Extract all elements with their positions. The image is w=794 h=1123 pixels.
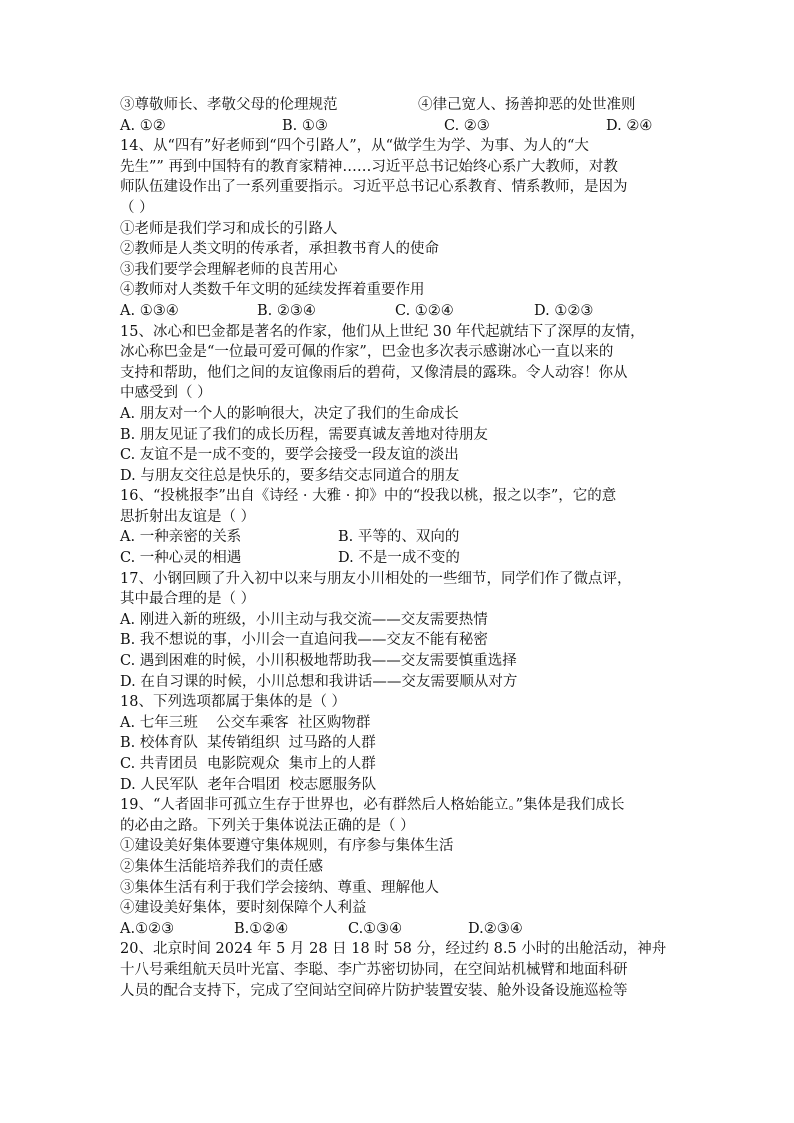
q16-stem-line: 16、“投桃报李”出自《诗经 · 大雅 · 抑》中的“投我以桃，报之以李”，它的意 bbox=[120, 488, 617, 505]
q15-stem-line: 15、冰心和巴金都是著名的作家，他们从上世纪 30 年代起就结下了深厚的友情， bbox=[120, 323, 645, 340]
q14-item: ②教师是人类文明的传承者，承担教书育人的使命 bbox=[120, 241, 439, 258]
q13-option-b: B. ①③ bbox=[282, 117, 328, 134]
q18-option-d: D. 人民军队 老年合唱团 校志愿服务队 bbox=[120, 776, 377, 793]
q14-item: ①老师是我们学习和成长的引路人 bbox=[120, 220, 338, 237]
q13-option-d: D. ②④ bbox=[606, 117, 653, 134]
q15-option-d: D. 与朋友交往总是快乐的，要多结交志同道合的朋友 bbox=[120, 467, 460, 484]
q13-option-a: A. ①② bbox=[120, 117, 166, 134]
q17-option-d: D. 在自习课的时候，小川总想和我讲话——交友需要顺从对方 bbox=[120, 673, 518, 690]
q14-item: ④教师对人类数千年文明的延续发挥着重要作用 bbox=[120, 282, 425, 299]
q19-option-b: B.①②④ bbox=[234, 920, 289, 937]
q13-item-4: ④律己宽人、扬善抑恶的处世准则 bbox=[418, 97, 636, 113]
q20-stem-line: 20、北京时间 2024 年 5 月 28 日 18 时 58 分，经过约 8.5 小时的出舱活动，神舟 bbox=[120, 941, 667, 958]
q16-options-row bbox=[120, 548, 685, 569]
q14-options bbox=[120, 301, 685, 322]
q18-option-c: C. 共青团员 电影院观众 集市上的人群 bbox=[120, 756, 376, 772]
q18-option-a: A. 七年三班 公交车乘客 社区购物群 bbox=[120, 714, 371, 731]
q17-option-b: B. 我不想说的事，小川会一直追问我——交友不能有秘密 bbox=[120, 632, 488, 649]
q13-option-c: C. ②③ bbox=[444, 117, 490, 134]
q13-items-row bbox=[120, 95, 685, 116]
q16-options-row bbox=[120, 527, 685, 548]
q14-stem-line: 先生”” 再到中国特有的教育家精神……习近平总书记始终心系广大教师，对教 bbox=[120, 158, 618, 175]
q16-stem-line: 思折射出友谊是（ ） bbox=[120, 508, 256, 525]
q13-item-3: ③尊敬师长、孝敬父母的伦理规范 bbox=[120, 97, 338, 113]
q15-option-b: B. 朋友见证了我们的成长历程，需要真诚友善地对待朋友 bbox=[120, 426, 488, 443]
q20-stem-line: 十八号乘组航天员叶光富、李聪、李广苏密切协同，在空间站机械臂和地面科研 bbox=[120, 961, 628, 978]
q14-option-c: C. ①②④ bbox=[395, 302, 454, 319]
q20-stem-line: 人员的配合支持下，完成了空间站空间碎片防护装置安装、舱外设备设施巡检等 bbox=[120, 982, 628, 999]
q13-options bbox=[120, 116, 685, 137]
q16-option-d: D. 不是一成不变的 bbox=[338, 550, 460, 567]
q15-stem-line: 支持和帮助，他们之间的友谊像雨后的碧荷，又像清晨的露珠。令人动容！你从 bbox=[120, 364, 628, 381]
q19-item: ④建设美好集体，要时刻保障个人利益 bbox=[120, 900, 367, 917]
q16-option-a: A. 一种亲密的关系 bbox=[120, 529, 242, 546]
q16-option-b: B. 平等的、双向的 bbox=[338, 529, 460, 546]
q17-option-a: A. 刚进入新的班级，小川主动与我交流——交友需要热情 bbox=[120, 611, 488, 628]
q19-option-a: A.①②③ bbox=[120, 920, 175, 937]
q19-item: ②集体生活能培养我们的责任感 bbox=[120, 858, 323, 875]
q18-option-b: B. 校体育队 某传销组织 过马路的人群 bbox=[120, 735, 376, 752]
q14-option-b: B. ②③④ bbox=[257, 302, 316, 319]
exam-page bbox=[120, 95, 685, 1001]
q18-stem: 18、下列选项都属于集体的是（ ） bbox=[120, 694, 347, 711]
q14-answer-blank: （ ） bbox=[120, 199, 154, 216]
q19-stem-line: 的必由之路。下列关于集体说法正确的是（ ） bbox=[120, 817, 415, 834]
q14-stem-line: 14、从“四有”好老师到“四个引路人”，从“做学生为学、为事、为人的“大 bbox=[120, 138, 589, 155]
q16-option-c: C. 一种心灵的相遇 bbox=[120, 550, 242, 567]
q14-option-d: D. ①②③ bbox=[534, 302, 594, 319]
q17-stem-line: 其中最合理的是（ ） bbox=[120, 591, 256, 608]
q19-option-d: D.②③④ bbox=[468, 920, 523, 937]
q19-item: ③集体生活有利于我们学会接纳、尊重、理解他人 bbox=[120, 879, 439, 896]
q15-stem-line: 中感受到（ ） bbox=[120, 385, 212, 402]
q15-option-a: A. 朋友对一个人的影响很大，决定了我们的生命成长 bbox=[120, 405, 459, 422]
q19-options bbox=[120, 919, 685, 940]
q14-item: ③我们要学会理解老师的良苦用心 bbox=[120, 261, 338, 278]
q19-item: ①建设美好集体要遵守集体规则，有序参与集体生活 bbox=[120, 838, 454, 855]
q15-option-c: C. 友谊不是一成不变的，要学会接受一段友谊的淡出 bbox=[120, 447, 459, 464]
q14-option-a: A. ①③④ bbox=[120, 302, 179, 319]
q15-stem-line: 冰心称巴金是“一位最可爱可佩的作家”，巴金也多次表示感谢冰心一直以来的 bbox=[120, 344, 614, 361]
q19-option-c: C.①③④ bbox=[348, 920, 403, 937]
q14-stem-line: 师队伍建设作出了一系列重要指示。习近平总书记心系教育、情系教师，是因为 bbox=[120, 179, 628, 196]
q17-option-c: C. 遇到困难的时候，小川积极地帮助我——交友需要慎重选择 bbox=[120, 653, 517, 670]
q19-stem-line: 19、“人者固非可孤立生存于世界也，必有群然后人格始能立。”集体是我们成长 bbox=[120, 797, 625, 814]
q17-stem-line: 17、小钢回顾了升入初中以来与朋友小川相处的一些细节，同学们作了微点评， bbox=[120, 570, 632, 587]
